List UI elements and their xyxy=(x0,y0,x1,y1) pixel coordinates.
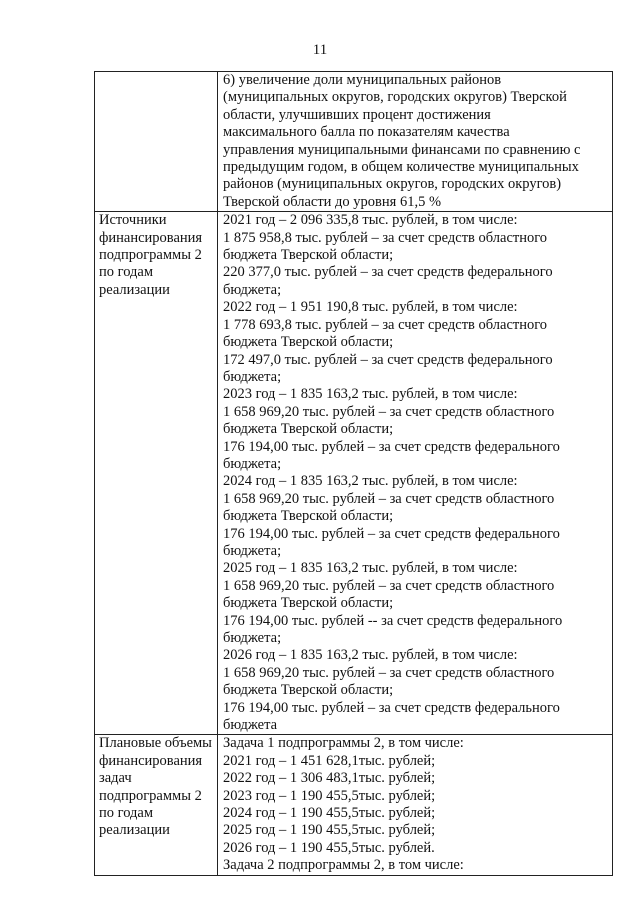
row-content-line: бюджета Тверской области; xyxy=(223,247,394,264)
row-content-line: максимального балла по показателям качества xyxy=(223,124,510,141)
row-content-line: 220 377,0 тыс. рублей – за счет средств федерального xyxy=(223,264,553,281)
passport-table xyxy=(94,71,613,876)
row-content-line: бюджета Тверской области; xyxy=(223,595,394,612)
row-content-line: 2022 год – 1 306 483,1тыс. рублей; xyxy=(223,770,436,787)
row-content-line: бюджета; xyxy=(223,368,282,385)
table-row xyxy=(95,212,613,735)
row-label-cell xyxy=(95,72,218,212)
row-content-line: 2023 год – 1 190 455,5тыс. рублей; xyxy=(223,787,436,804)
row-content-line: бюджета; xyxy=(223,455,282,472)
row-content-line: 2023 год – 1 835 163,2 тыс. рублей, в том числе: xyxy=(223,386,518,403)
row-content-line: бюджета xyxy=(223,717,278,734)
row-content-line: бюджета Тверской области; xyxy=(223,508,394,525)
row-label-cell xyxy=(95,735,218,875)
row-content-line: 1 778 693,8 тыс. рублей – за счет средств областного xyxy=(223,316,548,333)
row-content-line: 1 658 969,20 тыс. рублей – за счет средств областного xyxy=(223,664,555,681)
row-content-line: 176 194,00 тыс. рублей – за счет средств федерального xyxy=(223,699,560,716)
row-content-line: предыдущим годом, в общем количестве муниципальных xyxy=(223,159,579,176)
row-content-line: бюджета Тверской области; xyxy=(223,682,394,699)
row-content-line: 2024 год – 1 835 163,2 тыс. рублей, в том числе: xyxy=(223,473,518,490)
page-number: 11 xyxy=(312,42,328,58)
row-label-line: задач xyxy=(99,770,132,787)
table-row xyxy=(95,72,613,212)
row-content-line: 2026 год – 1 835 163,2 тыс. рублей, в том числе: xyxy=(223,647,518,664)
row-content-line: Задача 2 подпрограммы 2, в том числе: xyxy=(223,857,464,874)
row-content-line: бюджета; xyxy=(223,630,282,646)
row-content-line: 2025 год – 1 190 455,5тыс. рублей; xyxy=(223,822,436,839)
row-content-cell xyxy=(218,735,613,875)
row-content-cell xyxy=(218,72,613,212)
row-content-line: 176 194,00 тыс. рублей – за счет средств федерального xyxy=(223,438,560,455)
row-content-cell xyxy=(218,212,613,735)
row-content-line: бюджета; xyxy=(223,281,282,298)
row-content-line: бюджета Тверской области; xyxy=(223,421,394,438)
row-content-line: 6) увеличение доли муниципальных районов xyxy=(223,72,502,88)
row-content-line: 1 658 969,20 тыс. рублей – за счет средств областного xyxy=(223,490,555,507)
row-content-line: 2024 год – 1 190 455,5тыс. рублей; xyxy=(223,805,436,822)
row-label-line: по годам xyxy=(99,805,154,822)
row-content-line: 1 658 969,20 тыс. рублей – за счет средств областного xyxy=(223,577,555,594)
row-content-line: управления муниципальными финансами по сравнению с xyxy=(223,141,581,158)
row-content-line: 2022 год – 1 951 190,8 тыс. рублей, в том числе: xyxy=(223,299,518,316)
row-content-line: бюджета Тверской области; xyxy=(223,334,394,351)
row-label-cell xyxy=(95,212,218,735)
row-label-line: Плановые объемы xyxy=(99,735,212,752)
row-label-line: Источники xyxy=(99,212,167,229)
row-label-line: финансирования xyxy=(99,752,203,769)
row-label-line: финансирования xyxy=(99,229,203,246)
row-label-line: подпрограммы 2 xyxy=(99,787,202,804)
row-content-line: 176 194,00 тыс. рублей – за счет средств федерального xyxy=(223,525,560,542)
row-content-line: 2025 год – 1 835 163,2 тыс. рублей, в том числе: xyxy=(223,560,518,577)
row-content-line: 2021 год – 2 096 335,8 тыс. рублей, в том числе: xyxy=(223,212,518,229)
row-content-line: 1 658 969,20 тыс. рублей – за счет средств областного xyxy=(223,403,555,420)
row-content-line: 2021 год – 1 451 628,1тыс. рублей; xyxy=(223,752,436,769)
row-content-line: 1 875 958,8 тыс. рублей – за счет средств областного xyxy=(223,229,548,246)
row-label-line: реализации xyxy=(99,281,170,298)
table-row xyxy=(95,735,613,875)
row-label-line: реализации xyxy=(99,822,170,839)
row-label-line: по годам xyxy=(99,264,154,281)
row-content-line: 2026 год – 1 190 455,5тыс. рублей. xyxy=(223,839,435,856)
row-content-line: 172 497,0 тыс. рублей – за счет средств федерального xyxy=(223,351,553,368)
row-content-line: Задача 1 подпрограммы 2, в том числе: xyxy=(223,735,464,752)
row-content-line: Тверской области до уровня 61,5 % xyxy=(223,193,442,210)
row-content-line: бюджета; xyxy=(223,542,282,559)
row-content-line: 176 194,00 тыс. рублей -- за счет средств федерального xyxy=(223,612,563,629)
row-content-line: области, улучшивших процент достижения xyxy=(223,106,491,123)
row-content-line: (муниципальных округов, городских округов) Тверской xyxy=(223,89,567,106)
row-label-line: подпрограммы 2 xyxy=(99,247,202,264)
row-content-line: районов (муниципальных округов, городских округов) xyxy=(223,176,562,193)
